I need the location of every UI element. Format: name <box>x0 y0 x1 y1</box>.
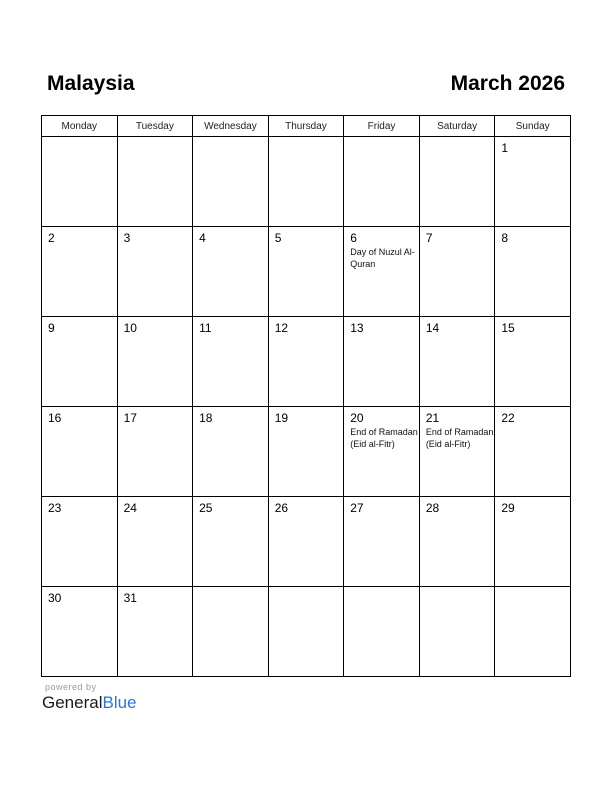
day-number <box>193 587 268 591</box>
generalblue-logo <box>42 693 137 713</box>
day-number <box>420 587 495 591</box>
day-number: 31 <box>123 591 137 605</box>
day-cell <box>117 137 193 227</box>
day-cell <box>193 497 269 587</box>
day-number: 25 <box>199 501 213 515</box>
day-cell <box>117 227 193 317</box>
day-number: 30 <box>48 591 62 605</box>
weekday-header-friday: Friday <box>344 116 420 137</box>
day-number <box>193 137 268 141</box>
day-number: 21 <box>425 411 440 425</box>
day-number: 5 <box>274 231 282 245</box>
day-number <box>269 587 344 591</box>
day-cell <box>42 497 118 587</box>
week-row <box>42 587 571 677</box>
day-number <box>42 137 117 141</box>
day-cell <box>42 137 118 227</box>
day-cell <box>193 407 269 497</box>
day-cell <box>419 317 495 407</box>
day-cell <box>117 497 193 587</box>
day-number: 20 <box>350 411 364 425</box>
day-cell <box>42 317 118 407</box>
day-cell <box>117 587 193 677</box>
day-number: 9 <box>48 321 55 335</box>
day-number: 23 <box>48 501 62 515</box>
day-cell <box>268 227 344 317</box>
holiday-label: End of Ramadan (Eid al-Fitr) <box>350 427 418 449</box>
day-cell <box>268 137 344 227</box>
day-number: 17 <box>123 411 137 425</box>
day-cell <box>419 407 495 497</box>
day-cell <box>495 497 571 587</box>
day-number: 8 <box>501 231 509 245</box>
day-cell <box>268 317 344 407</box>
week-row <box>42 227 571 317</box>
day-number: 16 <box>48 411 62 425</box>
day-cell <box>193 137 269 227</box>
day-number: 12 <box>274 321 289 335</box>
day-cell <box>495 407 571 497</box>
day-number <box>495 587 570 591</box>
day-number: 14 <box>425 321 440 335</box>
week-row <box>42 137 571 227</box>
day-number <box>344 587 419 591</box>
day-cell <box>419 227 495 317</box>
day-cell <box>42 587 118 677</box>
day-cell <box>419 587 495 677</box>
calendar-grid <box>41 115 571 677</box>
holiday-label: End of Ramadan (Eid al-Fitr) <box>425 427 494 449</box>
day-cell <box>117 317 193 407</box>
day-number: 28 <box>425 501 440 515</box>
weekday-header-tuesday: Tuesday <box>117 116 193 137</box>
powered-by-label: powered by <box>45 682 97 692</box>
week-row <box>42 497 571 587</box>
day-cell <box>495 137 571 227</box>
day-cell <box>268 407 344 497</box>
day-cell <box>42 407 118 497</box>
day-cell <box>344 497 420 587</box>
day-cell <box>495 317 571 407</box>
day-cell <box>495 587 571 677</box>
day-cell <box>193 227 269 317</box>
day-cell <box>193 587 269 677</box>
day-number: 26 <box>274 501 289 515</box>
day-cell <box>193 317 269 407</box>
day-number: 27 <box>350 501 364 515</box>
day-number: 2 <box>48 231 55 245</box>
day-number: 4 <box>199 231 206 245</box>
country-title: Malaysia <box>47 72 135 95</box>
day-number <box>269 137 344 141</box>
day-number: 18 <box>199 411 213 425</box>
day-number: 24 <box>123 501 137 515</box>
day-cell <box>268 587 344 677</box>
brand-blue-text: Blue <box>102 693 137 712</box>
day-cell <box>268 497 344 587</box>
weekday-header-row <box>42 116 571 137</box>
day-cell <box>419 497 495 587</box>
day-number: 7 <box>425 231 433 245</box>
day-cell <box>344 317 420 407</box>
day-cell <box>344 227 420 317</box>
day-number <box>420 137 495 141</box>
day-number: 10 <box>123 321 137 335</box>
day-cell <box>344 587 420 677</box>
day-number: 11 <box>199 321 212 335</box>
day-cell <box>419 137 495 227</box>
day-cell <box>344 407 420 497</box>
day-cell <box>117 407 193 497</box>
day-number: 19 <box>274 411 289 425</box>
day-number: 29 <box>501 501 515 515</box>
day-number: 3 <box>123 231 131 245</box>
holiday-label: Day of Nuzul Al-Quran <box>350 247 415 269</box>
month-year-title: March 2026 <box>450 72 565 95</box>
weekday-header-saturday: Saturday <box>419 116 495 137</box>
weekday-header-wednesday: Wednesday <box>193 116 269 137</box>
week-row <box>42 407 571 497</box>
weekday-header-sunday: Sunday <box>495 116 571 137</box>
day-number: 13 <box>350 321 364 335</box>
day-number <box>344 137 419 141</box>
day-cell <box>42 227 118 317</box>
day-number: 6 <box>350 231 357 245</box>
day-number: 15 <box>501 321 515 335</box>
day-cell <box>344 137 420 227</box>
day-cell <box>495 227 571 317</box>
day-number: 22 <box>501 411 515 425</box>
day-number <box>118 137 193 141</box>
week-row <box>42 317 571 407</box>
weekday-header-thursday: Thursday <box>268 116 344 137</box>
weekday-header-monday: Monday <box>42 116 118 137</box>
day-number: 1 <box>501 141 509 155</box>
brand-general-text: General <box>42 693 103 712</box>
